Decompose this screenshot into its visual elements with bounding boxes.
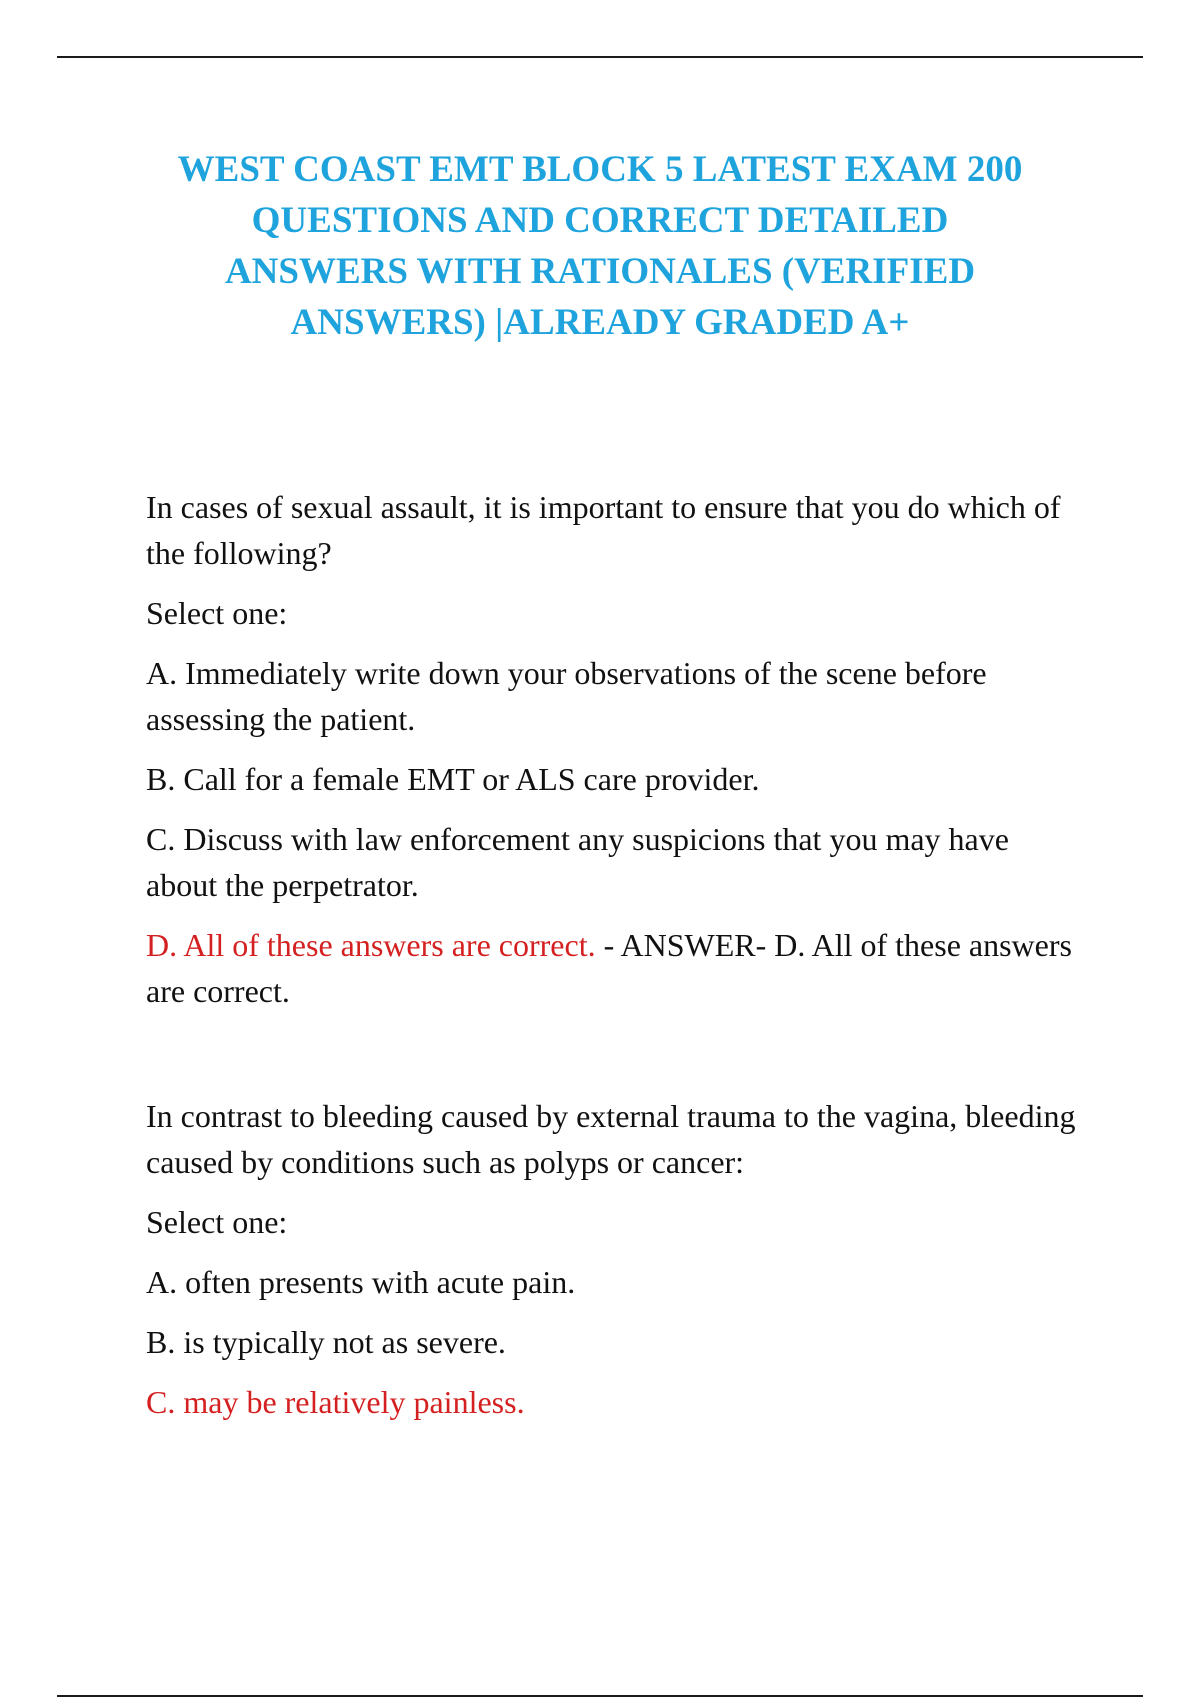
title-line-1: WEST COAST EMT BLOCK 5 LATEST EXAM 200	[177, 149, 1023, 190]
option-b: B. is typically not as severe.	[146, 1324, 506, 1360]
select-prompt: Select one:	[146, 1204, 288, 1240]
answer-key: - ANSWER- D. All of these answers are correct.	[146, 927, 1072, 1009]
option-a: A. often presents with acute pain.	[146, 1264, 576, 1300]
correct-option-c: C. may be relatively painless.	[146, 1384, 525, 1420]
title-line-4: ANSWERS) |ALREADY GRADED A+	[290, 302, 910, 343]
question-stem: In cases of sexual assault, it is important to ensure that you do which of the following?	[146, 489, 1061, 571]
title-line-3: ANSWERS WITH RATIONALES (VERIFIED	[224, 251, 976, 292]
option-b: B. Call for a female EMT or ALS care provider.	[146, 761, 760, 797]
select-prompt: Select one:	[146, 595, 288, 631]
document-title	[120, 144, 1080, 348]
option-a: A. Immediately write down your observations of the scene before assessing the patient.	[146, 655, 987, 737]
bottom-divider	[57, 1695, 1143, 1697]
option-d-with-answer	[146, 922, 1086, 1014]
question-stem: In contrast to bleeding caused by external trauma to the vagina, bleeding caused by conditions such as polyps or cancer:	[146, 1098, 1076, 1180]
title-line-2: QUESTIONS AND CORRECT DETAILED	[251, 200, 949, 241]
option-c: C. Discuss with law enforcement any suspicions that you may have about the perpetrator.	[146, 821, 1009, 903]
top-divider	[57, 56, 1143, 58]
question-1	[146, 484, 1086, 1028]
question-2	[146, 1093, 1086, 1439]
correct-option-d: D. All of these answers are correct.	[146, 927, 596, 963]
